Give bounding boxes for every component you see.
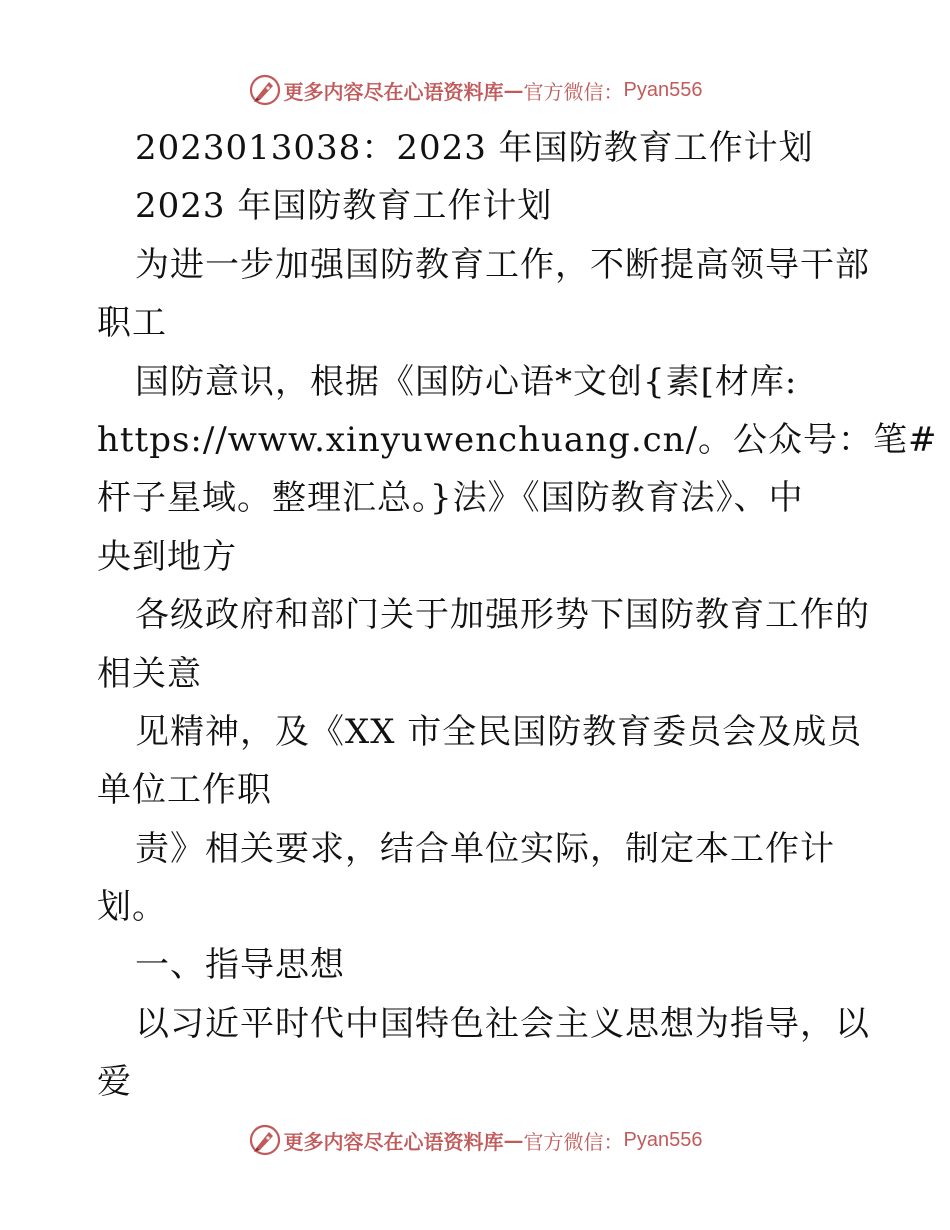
header-contact-label: 官方微信：: [523, 79, 624, 104]
header-contact-id: Pyan556: [623, 78, 703, 101]
paragraph-line: 爱: [97, 1062, 132, 1103]
header-banner: [0, 70, 950, 110]
paragraph-line: 划。: [97, 887, 167, 928]
footer-contact-label: 官方微信：: [523, 1129, 624, 1154]
paragraph-line: 相关意: [97, 653, 202, 694]
document-body: [97, 119, 938, 1112]
footer-separator: —: [503, 1128, 524, 1152]
pen-nib-logo-icon: [248, 1123, 282, 1157]
paragraph-line: 央到地方: [97, 536, 237, 577]
paragraph-line: 职工: [97, 303, 167, 344]
document-subtitle-line: 2023 年国防教育工作计划: [135, 186, 553, 227]
paragraph-line: 责》相关要求，结合单位实际，制定本工作计: [135, 828, 835, 869]
paragraph-line: 国防意识，根据《国防心语*文创{素[材库:: [135, 361, 798, 402]
footer-brand-text: 更多内容尽在心语资料库: [283, 1129, 504, 1154]
section-heading: 一、指导思想: [135, 945, 345, 986]
header-separator: —: [503, 78, 524, 102]
paragraph-line: 为进一步加强国防教育工作，不断提高领导干部: [135, 244, 870, 285]
paragraph-line: 以习近平时代中国特色社会主义思想为指导，以: [135, 1003, 870, 1044]
paragraph-line: https://www.xinyuwenchuang.cn/。公众号：笔#: [97, 419, 938, 460]
paragraph-line: 杆子星域。整理汇总。}法》《国防教育法》、中: [97, 478, 804, 519]
pen-nib-logo-icon: [248, 73, 282, 107]
paragraph-line: 各级政府和部门关于加强形势下国防教育工作的: [135, 595, 870, 636]
document-title-line: 2023013038：2023 年国防教育工作计划: [135, 128, 814, 168]
footer-banner: [0, 1120, 950, 1160]
header-brand-text: 更多内容尽在心语资料库: [283, 79, 504, 104]
paragraph-line: 单位工作职: [97, 770, 272, 811]
footer-contact-id: Pyan556: [623, 1128, 703, 1151]
paragraph-line: 见精神，及《XX 市全民国防教育委员会及成员: [135, 711, 863, 752]
